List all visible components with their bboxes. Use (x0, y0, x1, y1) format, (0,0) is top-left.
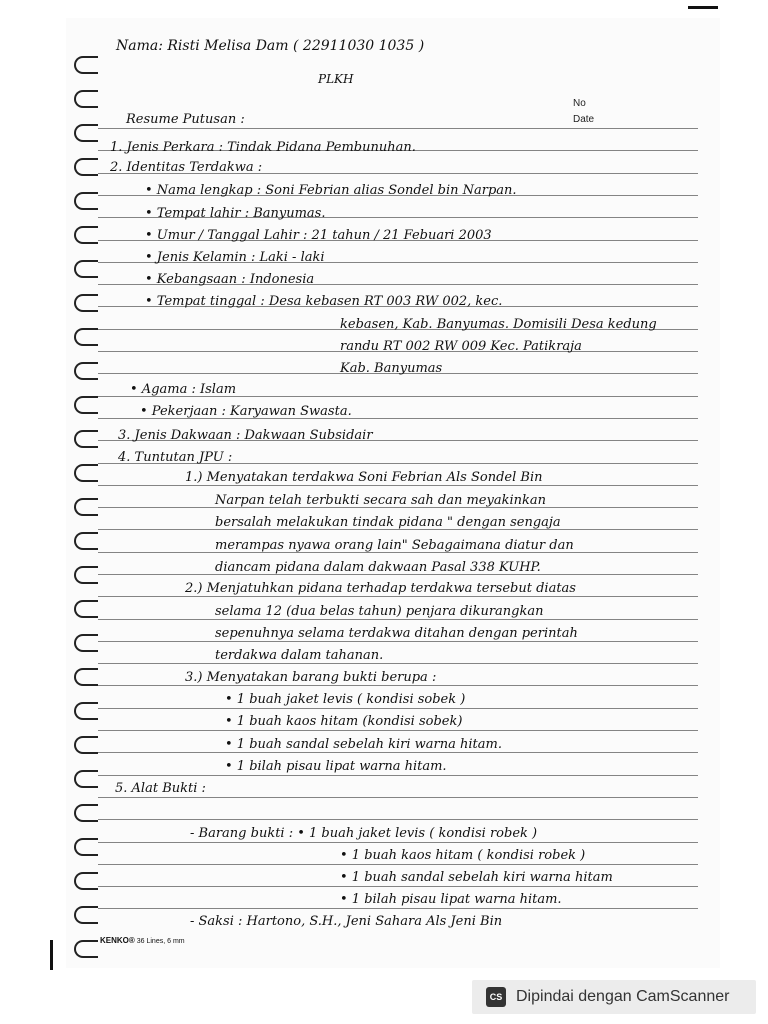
text-line: bersalah melakukan tindak pidana " dengan sengaja (215, 515, 561, 530)
spiral-hole (74, 260, 98, 278)
spiral-hole (74, 124, 98, 142)
ruled-line (98, 730, 698, 731)
spiral-hole (74, 804, 98, 822)
text-line: 3.) Menyatakan barang bukti berupa : (185, 670, 437, 685)
date-label: Date (573, 114, 595, 125)
ruled-line (98, 641, 698, 642)
corner-mark (688, 6, 718, 17)
spiral-hole (74, 464, 98, 482)
text-line: Resume Putusan : (126, 112, 245, 127)
ruled-line (98, 596, 698, 597)
text-line: • 1 buah kaos hitam ( kondisi robek ) (340, 848, 586, 863)
spiral-hole (74, 430, 98, 448)
text-line: merampas nyawa orang lain" Sebagaimana diatur dan (215, 538, 574, 553)
no-label: No (573, 98, 586, 109)
spiral-hole (74, 634, 98, 652)
ruled-line (98, 775, 698, 776)
text-line: 5. Alat Bukti : (115, 781, 206, 796)
text-line: Nama: Risti Melisa Dam ( 22911030 1035 ) (116, 38, 425, 54)
text-line: • 1 bilah pisau lipat warna hitam. (225, 759, 447, 774)
brand-spec: 36 Lines, 6 mm (136, 938, 185, 945)
text-line: • Pekerjaan : Karyawan Swasta. (140, 404, 352, 419)
text-line: PLKH (318, 72, 354, 86)
notebook-brand (100, 936, 185, 945)
text-line: 1.) Menyatakan terdakwa Soni Febrian Als Sondel Bin (185, 470, 543, 485)
ruled-line (98, 663, 698, 664)
spiral-hole (74, 770, 98, 788)
text-line: • 1 buah sandal sebelah kiri warna hitam. (225, 737, 502, 752)
text-line: • Tempat tinggal : Desa kebasen RT 003 RW 002, kec. (145, 294, 503, 309)
spiral-hole (74, 566, 98, 584)
spiral-hole (74, 668, 98, 686)
ruled-line (98, 128, 698, 129)
text-line: 1. Jenis Perkara : Tindak Pidana Pembunuhan. (110, 140, 416, 155)
text-line: 3. Jenis Dakwaan : Dakwaan Subsidair (118, 428, 373, 443)
spiral-hole (74, 56, 98, 74)
ruled-line (98, 842, 698, 843)
spiral-hole (74, 838, 98, 856)
ruled-line (98, 797, 698, 798)
ruled-line (98, 685, 698, 686)
text-line: • Kebangsaan : Indonesia (145, 272, 315, 287)
ruled-line (98, 708, 698, 709)
spiral-hole (74, 226, 98, 244)
spiral-hole (74, 940, 98, 958)
text-line: Kab. Banyumas (340, 361, 443, 376)
ruled-line (98, 485, 698, 486)
text-line: • 1 buah sandal sebelah kiri warna hitam (340, 870, 613, 885)
spiral-hole (74, 328, 98, 346)
spiral-hole (74, 192, 98, 210)
camscanner-text: Dipindai dengan CamScanner (516, 988, 730, 1005)
text-line: • Jenis Kelamin : Laki - laki (145, 250, 325, 265)
camscanner-logo-icon: CS (486, 987, 506, 1007)
ruled-line (98, 819, 698, 820)
text-line: - Saksi : Hartono, S.H., Jeni Sahara Als Jeni Bin (190, 914, 503, 929)
spiral-hole (74, 906, 98, 924)
spiral-hole (74, 362, 98, 380)
spiral-hole (74, 90, 98, 108)
text-line: • Nama lengkap : Soni Febrian alias Sondel bin Narpan. (145, 183, 517, 198)
camscanner-watermark (472, 980, 756, 1014)
text-line: • 1 bilah pisau lipat warna hitam. (340, 892, 562, 907)
text-line: 2. Identitas Terdakwa : (110, 160, 263, 175)
text-line: randu RT 002 RW 009 Kec. Patikraja (340, 339, 582, 354)
spiral-hole (74, 736, 98, 754)
text-line: • 1 buah kaos hitam (kondisi sobek) (225, 714, 463, 729)
binding-edge (50, 940, 53, 970)
ruled-line (98, 619, 698, 620)
text-line: 2.) Menjatuhkan pidana terhadap terdakwa tersebut diatas (185, 581, 576, 596)
text-line: Narpan telah terbukti secara sah dan meyakinkan (215, 493, 546, 508)
spiral-hole (74, 294, 98, 312)
text-line: • Umur / Tanggal Lahir : 21 tahun / 21 Febuari 2003 (145, 228, 492, 243)
spiral-hole (74, 872, 98, 890)
brand-name: KENKO® (100, 936, 135, 945)
text-line: terdakwa dalam tahanan. (215, 648, 384, 663)
text-line: - Barang bukti : • 1 buah jaket levis ( kondisi robek ) (190, 826, 538, 841)
spiral-hole (74, 600, 98, 618)
text-line: kebasen, Kab. Banyumas. Domisili Desa kedung (340, 317, 657, 332)
spiral-hole (74, 158, 98, 176)
text-line: • 1 buah jaket levis ( kondisi sobek ) (225, 692, 466, 707)
text-line: diancam pidana dalam dakwaan Pasal 338 KUHP. (215, 560, 541, 575)
text-line: • Tempat lahir : Banyumas. (145, 206, 326, 221)
text-line: 4. Tuntutan JPU : (118, 450, 233, 465)
ruled-line (98, 752, 698, 753)
spiral-hole (74, 702, 98, 720)
text-line: sepenuhnya selama terdakwa ditahan dengan perintah (215, 626, 578, 641)
spiral-hole (74, 396, 98, 414)
ruled-line (98, 864, 698, 865)
spiral-hole (74, 532, 98, 550)
text-line: • Agama : Islam (130, 382, 237, 397)
ruled-line (98, 908, 698, 909)
ruled-line (98, 886, 698, 887)
text-line: selama 12 (dua belas tahun) penjara dikurangkan (215, 604, 544, 619)
spiral-hole (74, 498, 98, 516)
